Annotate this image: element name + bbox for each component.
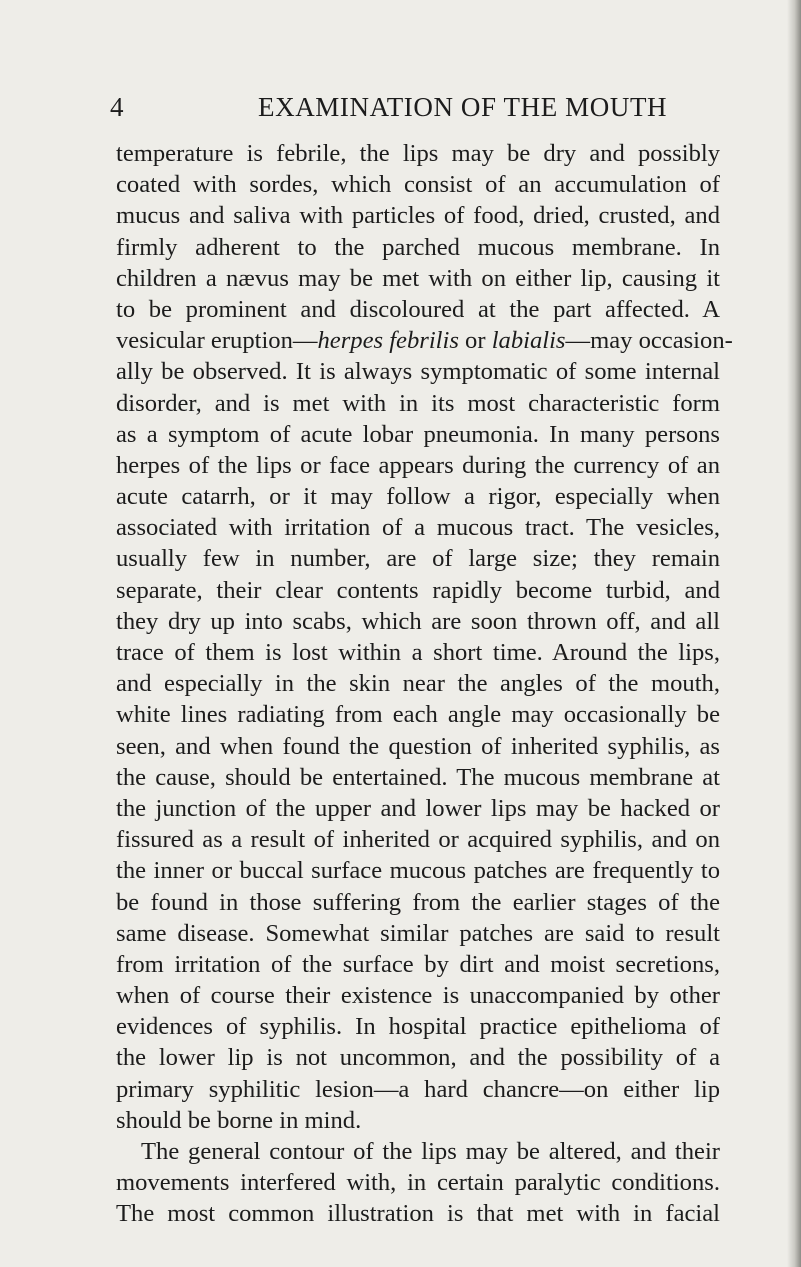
text-line: fissured as a result of inherited or acquired syphilis, and on xyxy=(116,826,720,854)
text-line: movements interfered with, in certain paralytic conditions. xyxy=(116,1169,720,1197)
text-line: as a symptom of acute lobar pneumonia. In many persons xyxy=(116,420,720,448)
text-line: temperature is febrile, the lips may be dry and possibly xyxy=(116,140,720,167)
text-line: the lower lip is not uncommon, and the possibility of a xyxy=(116,1044,720,1072)
text-line: evidences of syphilis. In hospital practice epithelioma of xyxy=(116,1013,720,1041)
text-line: to be prominent and discoloured at the part affected. A xyxy=(116,295,720,323)
text-line: be found in those suffering from the earlier stages of the xyxy=(116,888,720,916)
text-line: associated with irritation of a mucous tract. The vesicles, xyxy=(116,514,720,542)
text-line: and especially in the skin near the angles of the mouth, xyxy=(116,670,720,698)
text-line: the inner or buccal surface mucous patches are frequently to xyxy=(116,857,720,885)
text-line: when of course their existence is unaccompanied by other xyxy=(116,982,720,1010)
text-line: they dry up into scabs, which are soon thrown off, and all xyxy=(116,607,720,635)
text-line: from irritation of the surface by dirt and moist secretions, xyxy=(116,950,720,978)
text-line: The general contour of the lips may be altered, and their xyxy=(141,1138,720,1165)
text-line: acute catarrh, or it may follow a rigor, especially when xyxy=(116,483,720,511)
italic-term: herpes febrilis xyxy=(317,327,459,355)
text-line: The most common illustration is that met with in facial xyxy=(116,1200,720,1228)
text-line xyxy=(116,325,733,356)
text-line: the junction of the upper and lower lips may be hacked or xyxy=(116,794,720,822)
text-line: herpes of the lips or face appears during the currency of an xyxy=(116,451,720,479)
text-line: should be borne in mind. xyxy=(116,1106,362,1134)
text-segment: vesicular eruption— xyxy=(116,327,318,355)
text-line: the cause, should be entertained. The mucous membrane at xyxy=(116,763,720,791)
text-line: usually few in number, are of large size; they remain xyxy=(116,545,720,573)
italic-term: labialis xyxy=(491,327,566,355)
page-edge-shadow xyxy=(787,0,801,1267)
text-line: white lines radiating from each angle may occasionally be xyxy=(116,701,720,729)
page-number: 4 xyxy=(110,92,124,122)
text-line: coated with sordes, which consist of an accumulation of xyxy=(116,171,720,199)
text-line: mucus and saliva with particles of food, dried, crusted, and xyxy=(116,202,720,230)
text-line: ally be observed. It is always symptomatic of some internal xyxy=(116,358,720,386)
text-line: trace of them is lost within a short time. Around the lips, xyxy=(116,639,720,666)
text-line: separate, their clear contents rapidly become turbid, and xyxy=(116,576,720,604)
text-line: same disease. Somewhat similar patches are said to result xyxy=(116,919,720,947)
text-line: children a nævus may be met with on either lip, causing it xyxy=(116,264,720,292)
text-line: primary syphilitic lesion—a hard chancre—on either lip xyxy=(116,1075,720,1103)
text-line: seen, and when found the question of inherited syphilis, as xyxy=(116,732,720,760)
page-header xyxy=(110,92,720,122)
text-segment: or xyxy=(458,327,492,355)
text-segment: —may occasion- xyxy=(565,327,733,355)
body-text xyxy=(116,138,733,1230)
running-head: EXAMINATION OF THE MOUTH xyxy=(258,92,668,122)
text-line: firmly adherent to the parched mucous membrane. In xyxy=(116,233,720,261)
text-line: disorder, and is met with in its most characteristic form xyxy=(116,389,720,417)
